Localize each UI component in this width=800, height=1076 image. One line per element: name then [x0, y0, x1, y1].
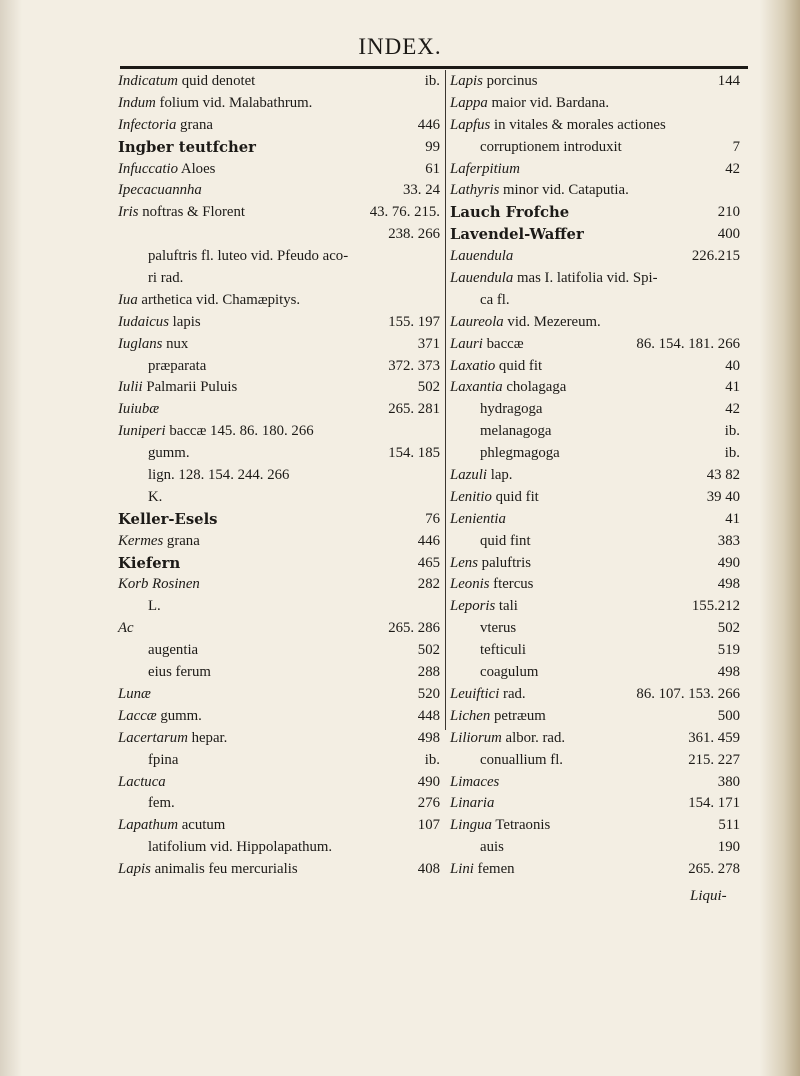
entry-text: hydragoga — [480, 401, 543, 418]
entry-text: grana — [163, 532, 200, 549]
entry-pages: 99 — [425, 138, 440, 155]
index-entry — [450, 159, 740, 181]
entry-pages: 502 — [417, 379, 440, 396]
entry-text: paluftris fl. luteo vid. Pfeudo aco- — [148, 248, 349, 265]
entry-pages: 41 — [725, 510, 740, 527]
entry-term: Iuiubæ — [118, 401, 160, 418]
entry-pages: 86. 154. 181. 266 — [636, 335, 740, 352]
entry-pages: ib. — [424, 73, 440, 89]
entry-text: coagulum — [480, 664, 539, 681]
index-entry — [450, 750, 740, 772]
entry-pages: 520 — [417, 685, 440, 702]
entry-text: maior vid. Bardana. — [487, 94, 610, 111]
entry-text: lap. — [487, 467, 513, 484]
index-entry — [118, 706, 440, 728]
index-entry — [450, 684, 740, 706]
index-entry — [118, 772, 440, 794]
entry-text: lign. 128. 154. 244. 266 — [148, 467, 290, 484]
entry-text: phlegmagoga — [480, 445, 560, 462]
entry-text: L. — [148, 598, 161, 615]
entry-text: hepar. — [187, 729, 228, 746]
entry-term: Keller-Esels — [118, 510, 218, 528]
index-entry — [118, 487, 440, 509]
entry-term: Laccæ — [118, 707, 157, 724]
entry-term: Laxantia — [450, 379, 503, 396]
index-entry — [450, 728, 740, 750]
entry-text: vid. Mezereum. — [503, 313, 601, 330]
entry-pages: 226.215 — [691, 248, 740, 265]
entry-text: gumm. — [148, 445, 190, 462]
index-entry — [118, 137, 440, 159]
entry-term: Iuglans — [118, 335, 163, 352]
entry-pages: 61 — [425, 160, 440, 177]
entry-pages: 490 — [717, 554, 740, 571]
entry-pages: 361. 459 — [688, 729, 740, 746]
entry-text: latifolium vid. Hippolapathum. — [148, 839, 333, 856]
entry-term: Lichen — [450, 707, 491, 724]
entry-term: Iulii — [118, 379, 143, 396]
entry-pages: 519 — [717, 642, 740, 659]
entry-text: petræum — [490, 707, 546, 724]
index-entry — [118, 334, 440, 356]
entry-term: Lavendel-Waffer — [450, 226, 584, 244]
entry-pages: 155.212 — [691, 598, 740, 615]
index-entry — [450, 465, 740, 487]
entry-term: Ac — [118, 620, 134, 637]
index-entry — [450, 443, 740, 465]
entry-pages: 265. 281 — [388, 401, 440, 418]
entry-pages: 408 — [417, 861, 440, 878]
index-entry — [118, 509, 440, 531]
index-entry — [450, 553, 740, 575]
entry-text: quid denotet — [178, 73, 256, 89]
index-entry — [450, 531, 740, 553]
entry-term: Lens — [450, 554, 478, 571]
index-entry — [450, 509, 740, 531]
index-entry — [450, 815, 740, 837]
entry-term: Iudaicus — [118, 313, 169, 330]
index-entry — [118, 71, 440, 93]
entry-pages: 154. 171 — [688, 795, 740, 812]
entry-term: Lapfus — [450, 116, 491, 133]
entry-term: Lacertarum — [118, 729, 188, 746]
index-entry — [118, 815, 440, 837]
entry-pages: 42 — [725, 401, 740, 418]
entry-term: Iuniperi — [118, 423, 166, 440]
entry-pages: 43 82 — [706, 467, 740, 484]
entry-term: Lunæ — [118, 685, 151, 702]
entry-term: Kermes — [118, 532, 164, 549]
entry-term: Indicatum — [118, 73, 178, 89]
entry-term: Leporis — [450, 598, 496, 615]
entry-text: ftercus — [489, 576, 534, 593]
catchword: Liqui- — [690, 888, 727, 904]
entry-pages: 76 — [425, 510, 440, 527]
page-edge-right — [760, 0, 800, 1076]
right-column — [450, 71, 740, 881]
entry-pages: 502 — [717, 620, 740, 637]
entry-text: rad. — [499, 685, 526, 702]
entry-term: Leuiftici — [450, 685, 500, 702]
index-entry — [118, 159, 440, 181]
index-entry — [118, 290, 440, 312]
index-entry — [450, 377, 740, 399]
entry-pages: ib. — [724, 445, 740, 462]
entry-pages: 210 — [717, 204, 740, 221]
index-entry — [450, 706, 740, 728]
index-entry — [118, 312, 440, 334]
entry-text: noftras & Florent — [138, 204, 246, 221]
entry-text: ca fl. — [480, 291, 510, 308]
entry-pages: 448 — [417, 707, 440, 724]
entry-text: præparata — [148, 357, 207, 374]
entry-text: K. — [148, 488, 163, 505]
index-entry — [118, 268, 440, 290]
entry-term: Lapis — [118, 861, 151, 878]
entry-term: Laureola — [450, 313, 504, 330]
index-entry — [118, 224, 440, 246]
entry-pages: 86. 107. 153. 266 — [636, 685, 740, 702]
index-entry — [118, 618, 440, 640]
entry-pages: 490 — [417, 773, 440, 790]
index-entry — [450, 487, 740, 509]
entry-text: lapis — [168, 313, 201, 330]
index-entry — [118, 750, 440, 772]
entry-term: Lactuca — [118, 773, 166, 790]
entry-term: Ipecacuannha — [118, 182, 202, 199]
index-entry — [118, 377, 440, 399]
index-entry — [450, 312, 740, 334]
index-entry — [450, 574, 740, 596]
entry-term: Lauch Frofche — [450, 204, 570, 222]
entry-term: Infectoria — [118, 116, 177, 133]
entry-pages: 265. 278 — [688, 861, 740, 878]
index-entry — [450, 246, 740, 268]
entry-pages: 498 — [417, 729, 440, 746]
index-entry — [450, 224, 740, 246]
entry-text: paluftris — [477, 554, 531, 571]
index-entry — [450, 662, 740, 684]
entry-pages: ib. — [424, 751, 440, 768]
index-entry — [118, 93, 440, 115]
index-entry — [118, 421, 440, 443]
index-entry — [118, 596, 440, 618]
entry-pages: 511 — [718, 817, 740, 834]
entry-text: femen — [473, 861, 515, 878]
index-entry — [118, 859, 440, 881]
index-entry — [450, 399, 740, 421]
entry-pages: 380 — [717, 773, 740, 790]
entry-pages: 39 40 — [706, 488, 740, 505]
index-entry — [450, 93, 740, 115]
entry-pages: 498 — [717, 576, 740, 593]
entry-text: conuallium fl. — [480, 751, 564, 768]
entry-term: Linaria — [450, 795, 495, 812]
index-entry — [450, 71, 740, 93]
entry-pages: 372. 373 — [388, 357, 440, 374]
index-entry — [118, 684, 440, 706]
entry-text: Tetraonis — [491, 817, 551, 834]
index-entry — [450, 356, 740, 378]
index-entry — [118, 553, 440, 575]
entry-term: Lenientia — [450, 510, 506, 527]
entry-term: Korb Rosinen — [118, 576, 200, 593]
index-entry — [118, 574, 440, 596]
entry-term: Lapis — [450, 73, 483, 89]
entry-text: Palmarii Puluis — [142, 379, 238, 396]
entry-pages: 265. 286 — [388, 620, 440, 637]
index-entry — [118, 837, 440, 859]
entry-text: auis — [480, 839, 504, 856]
entry-text: albor. rad. — [501, 729, 566, 746]
entry-text: arthetica vid. Chamæpitys. — [137, 291, 301, 308]
entry-text: fpina — [148, 751, 179, 768]
entry-text: cholagaga — [502, 379, 567, 396]
left-column — [118, 71, 440, 881]
entry-term: Kiefern — [118, 554, 181, 572]
entry-text: melanagoga — [480, 423, 552, 440]
entry-text: Aloes — [178, 160, 216, 177]
entry-pages: 276 — [417, 795, 440, 812]
index-entry — [450, 334, 740, 356]
entry-pages: 502 — [417, 642, 440, 659]
index-entry — [450, 137, 740, 159]
index-entry — [118, 728, 440, 750]
entry-pages: 154. 185 — [388, 445, 440, 462]
entry-text: tali — [495, 598, 518, 615]
index-entry — [118, 531, 440, 553]
entry-pages: 498 — [717, 664, 740, 681]
entry-term: Lauri — [450, 335, 483, 352]
entry-pages: 41 — [725, 379, 740, 396]
entry-pages: 288 — [417, 664, 440, 681]
index-entry — [450, 793, 740, 815]
entry-pages: 33. 24 — [403, 182, 440, 199]
index-entry — [118, 246, 440, 268]
entry-text: acutum — [178, 817, 226, 834]
entry-pages: 282 — [417, 576, 440, 593]
entry-term: Infuccatio — [118, 160, 178, 177]
entry-pages: 42 — [725, 160, 740, 177]
index-entry — [450, 772, 740, 794]
index-entry — [450, 202, 740, 224]
entry-term: Laferpitium — [450, 160, 520, 177]
entry-pages: 155. 197 — [388, 313, 440, 330]
entry-pages: 215. 227 — [688, 751, 740, 768]
column-divider — [445, 70, 446, 730]
entry-term: Lapathum — [118, 817, 179, 834]
entry-pages: 7 — [732, 138, 740, 155]
index-entry — [118, 662, 440, 684]
entry-text: quid fit — [495, 357, 543, 374]
entry-term: Lauendula — [450, 248, 514, 265]
entry-term: Lini — [450, 861, 474, 878]
index-entry — [450, 618, 740, 640]
entry-pages: 400 — [717, 226, 740, 243]
entry-text: quid fit — [491, 488, 539, 505]
entry-pages: 107 — [417, 817, 440, 834]
index-entry — [450, 837, 740, 859]
index-entry — [450, 290, 740, 312]
entry-term: Lauendula — [450, 270, 514, 287]
entry-text: eius ferum — [148, 664, 211, 681]
index-entry — [118, 115, 440, 137]
entry-term: Leonis — [450, 576, 490, 593]
index-entry — [450, 268, 740, 290]
entry-pages: 383 — [717, 532, 740, 549]
index-entry — [450, 421, 740, 443]
entry-term: Iris — [118, 204, 139, 221]
index-entry — [118, 399, 440, 421]
entry-text: ri rad. — [148, 270, 184, 287]
entry-pages: 465 — [417, 554, 440, 571]
index-entry — [118, 640, 440, 662]
entry-text: nux — [162, 335, 189, 352]
entry-text: folium vid. Malabathrum. — [155, 94, 313, 111]
entry-term: Indum — [118, 94, 156, 111]
entry-text: vterus — [480, 620, 517, 637]
index-entry — [118, 465, 440, 487]
index-entry — [450, 859, 740, 881]
entry-text: baccæ 145. 86. 180. 266 — [165, 423, 314, 440]
entry-text: mas I. latifolia vid. Spi- — [513, 270, 658, 287]
entry-text: baccæ — [482, 335, 524, 352]
entry-text: minor vid. Cataputia. — [499, 182, 629, 199]
entry-text: porcinus — [482, 73, 538, 89]
entry-text: quid fint — [480, 532, 531, 549]
entry-pages: 190 — [717, 839, 740, 856]
entry-pages: 446 — [417, 532, 440, 549]
page-edge-left — [0, 0, 22, 1076]
index-entry — [450, 596, 740, 618]
entry-term: Lazuli — [450, 467, 488, 484]
header-rule — [120, 66, 748, 69]
entry-text: in vitales & morales actiones — [490, 116, 666, 133]
entry-term: Laxatio — [450, 357, 496, 374]
entry-pages: 144 — [717, 73, 740, 89]
entry-term: Lappa — [450, 94, 488, 111]
entry-term: Iua — [118, 291, 138, 308]
entry-text: augentia — [148, 642, 199, 659]
entry-text: animalis feu mercurialis — [150, 861, 298, 878]
entry-text: corruptionem introduxit — [480, 138, 622, 155]
index-entry — [450, 180, 740, 202]
entry-text: fem. — [148, 795, 175, 812]
entry-term: Lathyris — [450, 182, 500, 199]
entry-term: Liliorum — [450, 729, 502, 746]
entry-pages: 238. 266 — [388, 226, 440, 243]
entry-pages: 500 — [717, 707, 740, 724]
entry-text: gumm. — [156, 707, 202, 724]
entry-term: Ingber teutfcher — [118, 138, 256, 156]
entry-pages: 446 — [417, 116, 440, 133]
index-entry — [450, 115, 740, 137]
entry-term: Lingua — [450, 817, 492, 834]
entry-term: Lenitio — [450, 488, 492, 505]
index-entry — [118, 443, 440, 465]
entry-pages: 371 — [417, 335, 440, 352]
index-entry — [118, 793, 440, 815]
page-title: INDEX. — [358, 34, 442, 59]
entry-text: tefticuli — [480, 642, 527, 659]
entry-text: grana — [176, 116, 213, 133]
index-entry — [118, 180, 440, 202]
index-entry — [450, 640, 740, 662]
entry-term: Limaces — [450, 773, 500, 790]
entry-pages: 43. 76. 215. — [369, 204, 440, 221]
entry-pages: ib. — [724, 423, 740, 440]
index-entry — [118, 356, 440, 378]
index-entry — [118, 202, 440, 224]
entry-pages: 40 — [725, 357, 740, 374]
